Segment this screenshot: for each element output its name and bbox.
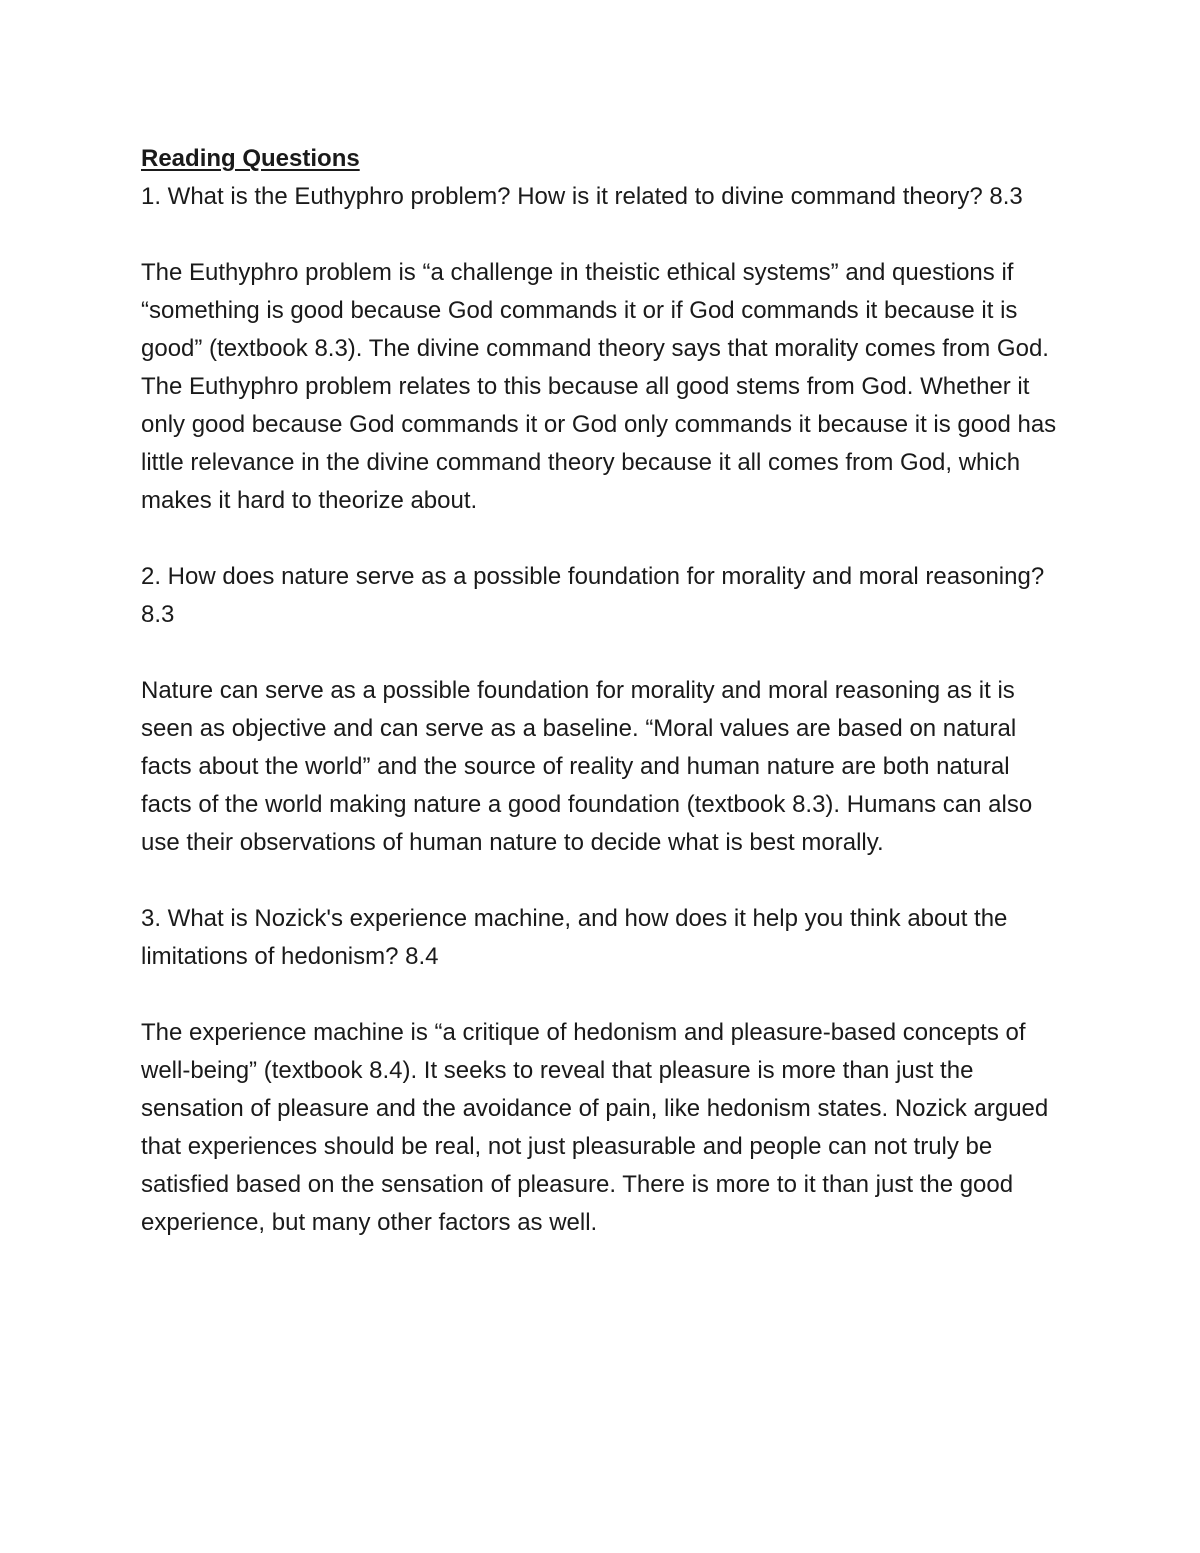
question-3: 3. What is Nozick's experience machine, and how does it help you think about the limitations of hedonism? 8.4: [141, 905, 1015, 970]
paragraph-spacer: [141, 520, 1066, 558]
question-2: 2. How does nature serve as a possible foundation for morality and moral reasoning? 8.3: [141, 563, 1051, 628]
paragraph-spacer: [141, 216, 1066, 254]
paragraph-spacer: [141, 862, 1066, 900]
answer-2: Nature can serve as a possible foundation for morality and moral reasoning as it is seen as objective and can serve as a baseline. “Moral values are based on natural facts about the world” and the source of reality and human nature are both natural facts of the world making nature a good foundation (textbook 8.3). Humans can also use their observations of human nature to decide what is best morally.: [141, 677, 1039, 856]
answer-1: The Euthyphro problem is “a challenge in theistic ethical systems” and questions if “something is good because God commands it or if God commands it because it is good” (textbook 8.3). The divine command theory says that morality comes from God. The Euthyphro problem relates to this because all good stems from God. Whether it only good because God commands it or God only commands it because it is good has little relevance in the divine command theory because it all comes from God, which makes it hard to theorize about.: [141, 259, 1063, 514]
document-body: [141, 140, 1066, 1242]
paragraph-spacer: [141, 976, 1066, 1014]
question-1: 1. What is the Euthyphro problem? How is it related to divine command theory? 8.3: [141, 183, 1023, 210]
answer-3: The experience machine is “a critique of hedonism and pleasure-based concepts of well-being” (textbook 8.4). It seeks to reveal that pleasure is more than just the sensation of pleasure and the avoidance of pain, like hedonism states. Nozick argued that experiences should be real, not just pleasurable and people can not truly be satisfied based on the sensation of pleasure. There is more to it than just the good experience, but many other factors as well.: [141, 1019, 1055, 1236]
paragraph-spacer: [141, 634, 1066, 672]
document-heading: Reading Questions: [141, 145, 360, 172]
